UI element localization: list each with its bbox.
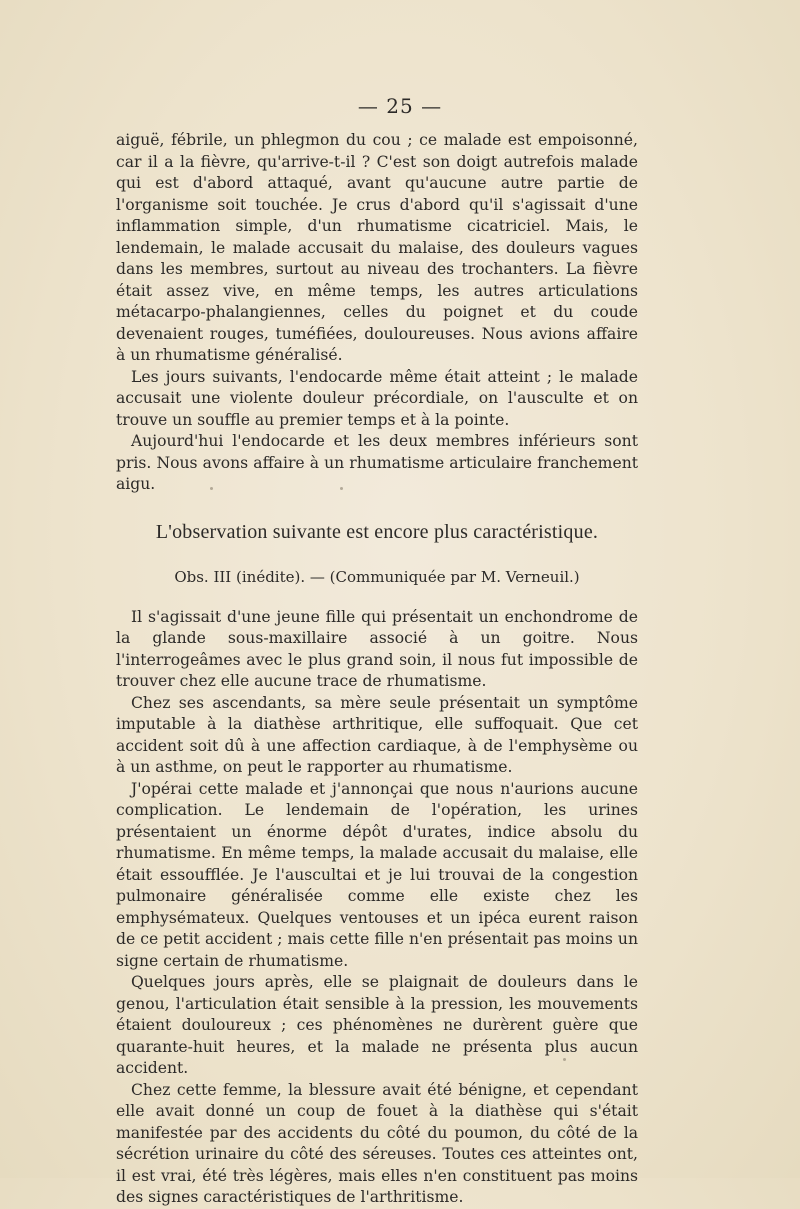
paper-speck <box>563 1058 566 1061</box>
paragraph: Chez ses ascendants, sa mère seule présentait un symptôme imputable à la diathèse arthritique, elle suffoquait. Que cet accident soit dû à une affection cardiaque, à de l'emphysème ou à un asthme, on peut le rapporter au rhumatisme. <box>116 693 638 776</box>
page-number: — 25 — <box>357 94 443 118</box>
paragraph: Aujourd'hui l'endocarde et les deux membres inférieurs sont pris. Nous avons affaire à un rhumatisme articulaire franchement aigu. <box>116 432 638 493</box>
paragraph: Chez cette femme, la blessure avait été bénigne, et cependant elle avait donné un coup de fouet à la diathèse qui s'était manifestée par des accidents du côté du poumon, du côté de la sécrétion urinaire du côté des séreuses. Toutes ces atteintes ont, il est vrai, été très légères, mais elles n'en constituent pas moins des signes caractéristiques de l'arthritisme. <box>116 1080 638 1206</box>
paragraph: Quelques jours après, elle se plaignait de douleurs dans le genou, l'articulation était sensible à la pression, les mouvements étaient douloureux ; ces phénomènes ne durèrent guère que quarante-huit heures, et la malade ne présenta plus aucun accident. <box>116 973 638 1077</box>
paragraph: Les jours suivants, l'endocarde même était atteint ; le malade accusait une violente douleur précordiale, on l'ausculte et on trouve un souffle au premier temps et à la pointe. <box>116 367 638 429</box>
paragraph: J'opérai cette malade et j'annonçai que nous n'aurions aucune complication. Le lendemain de l'opération, les urines présentaient un énorme dépôt d'urates, indice absolu du rhumatisme. En même temps, la malade accusait du malaise, elle était essoufflée. Je l'auscultai et je lui trouvai de la congestion pulmonaire généralisée comme elle existe chez les emphysémateux. Quelques ventouses et un ipéca eurent raison de ce petit accident ; mais cette fille n'en présentait pas moins un signe certain de rhumatisme. <box>116 779 638 970</box>
paragraph-continuation: aiguë, fébrile, un phlegmon du cou ; ce malade est empoisonné, car il a la fièvre, qu'arrive-t-il ? C'est son doigt autrefois malade qui est d'abord attaqué, avant qu'aucune autre partie de l'organisme soit touchée. Je crus d'abord qu'il s'agissait d'une inflammation simple, d'un rhumatisme cicatriciel. Mais, le lendemain, le malade accusait du malaise, des douleurs vagues dans les membres, surtout au niveau des trochanters. La fièvre était assez vive, en même temps, les autres articulations métacarpo-phalangiennes, celles du poignet et du coude devenaient rouges, tuméfiées, douloureuses. Nous avions affaire à un rhumatisme généralisé. <box>116 131 638 364</box>
page-body <box>116 130 638 1209</box>
paper-speck <box>210 487 213 490</box>
paragraph: Il s'agissait d'une jeune fille qui présentait un enchondrome de la glande sous-maxillaire associé à un goitre. Nous l'interrogeâmes avec le plus grand soin, il nous fut impossible de trouver chez elle aucune trace de rhumatisme. <box>116 607 638 690</box>
section-heading: L'observation suivante est encore plus caractéristique. <box>155 520 599 543</box>
observation-heading: Obs. III (inédite). — (Communiquée par M. Verneuil.) <box>174 568 580 586</box>
paper-speck <box>340 487 343 490</box>
